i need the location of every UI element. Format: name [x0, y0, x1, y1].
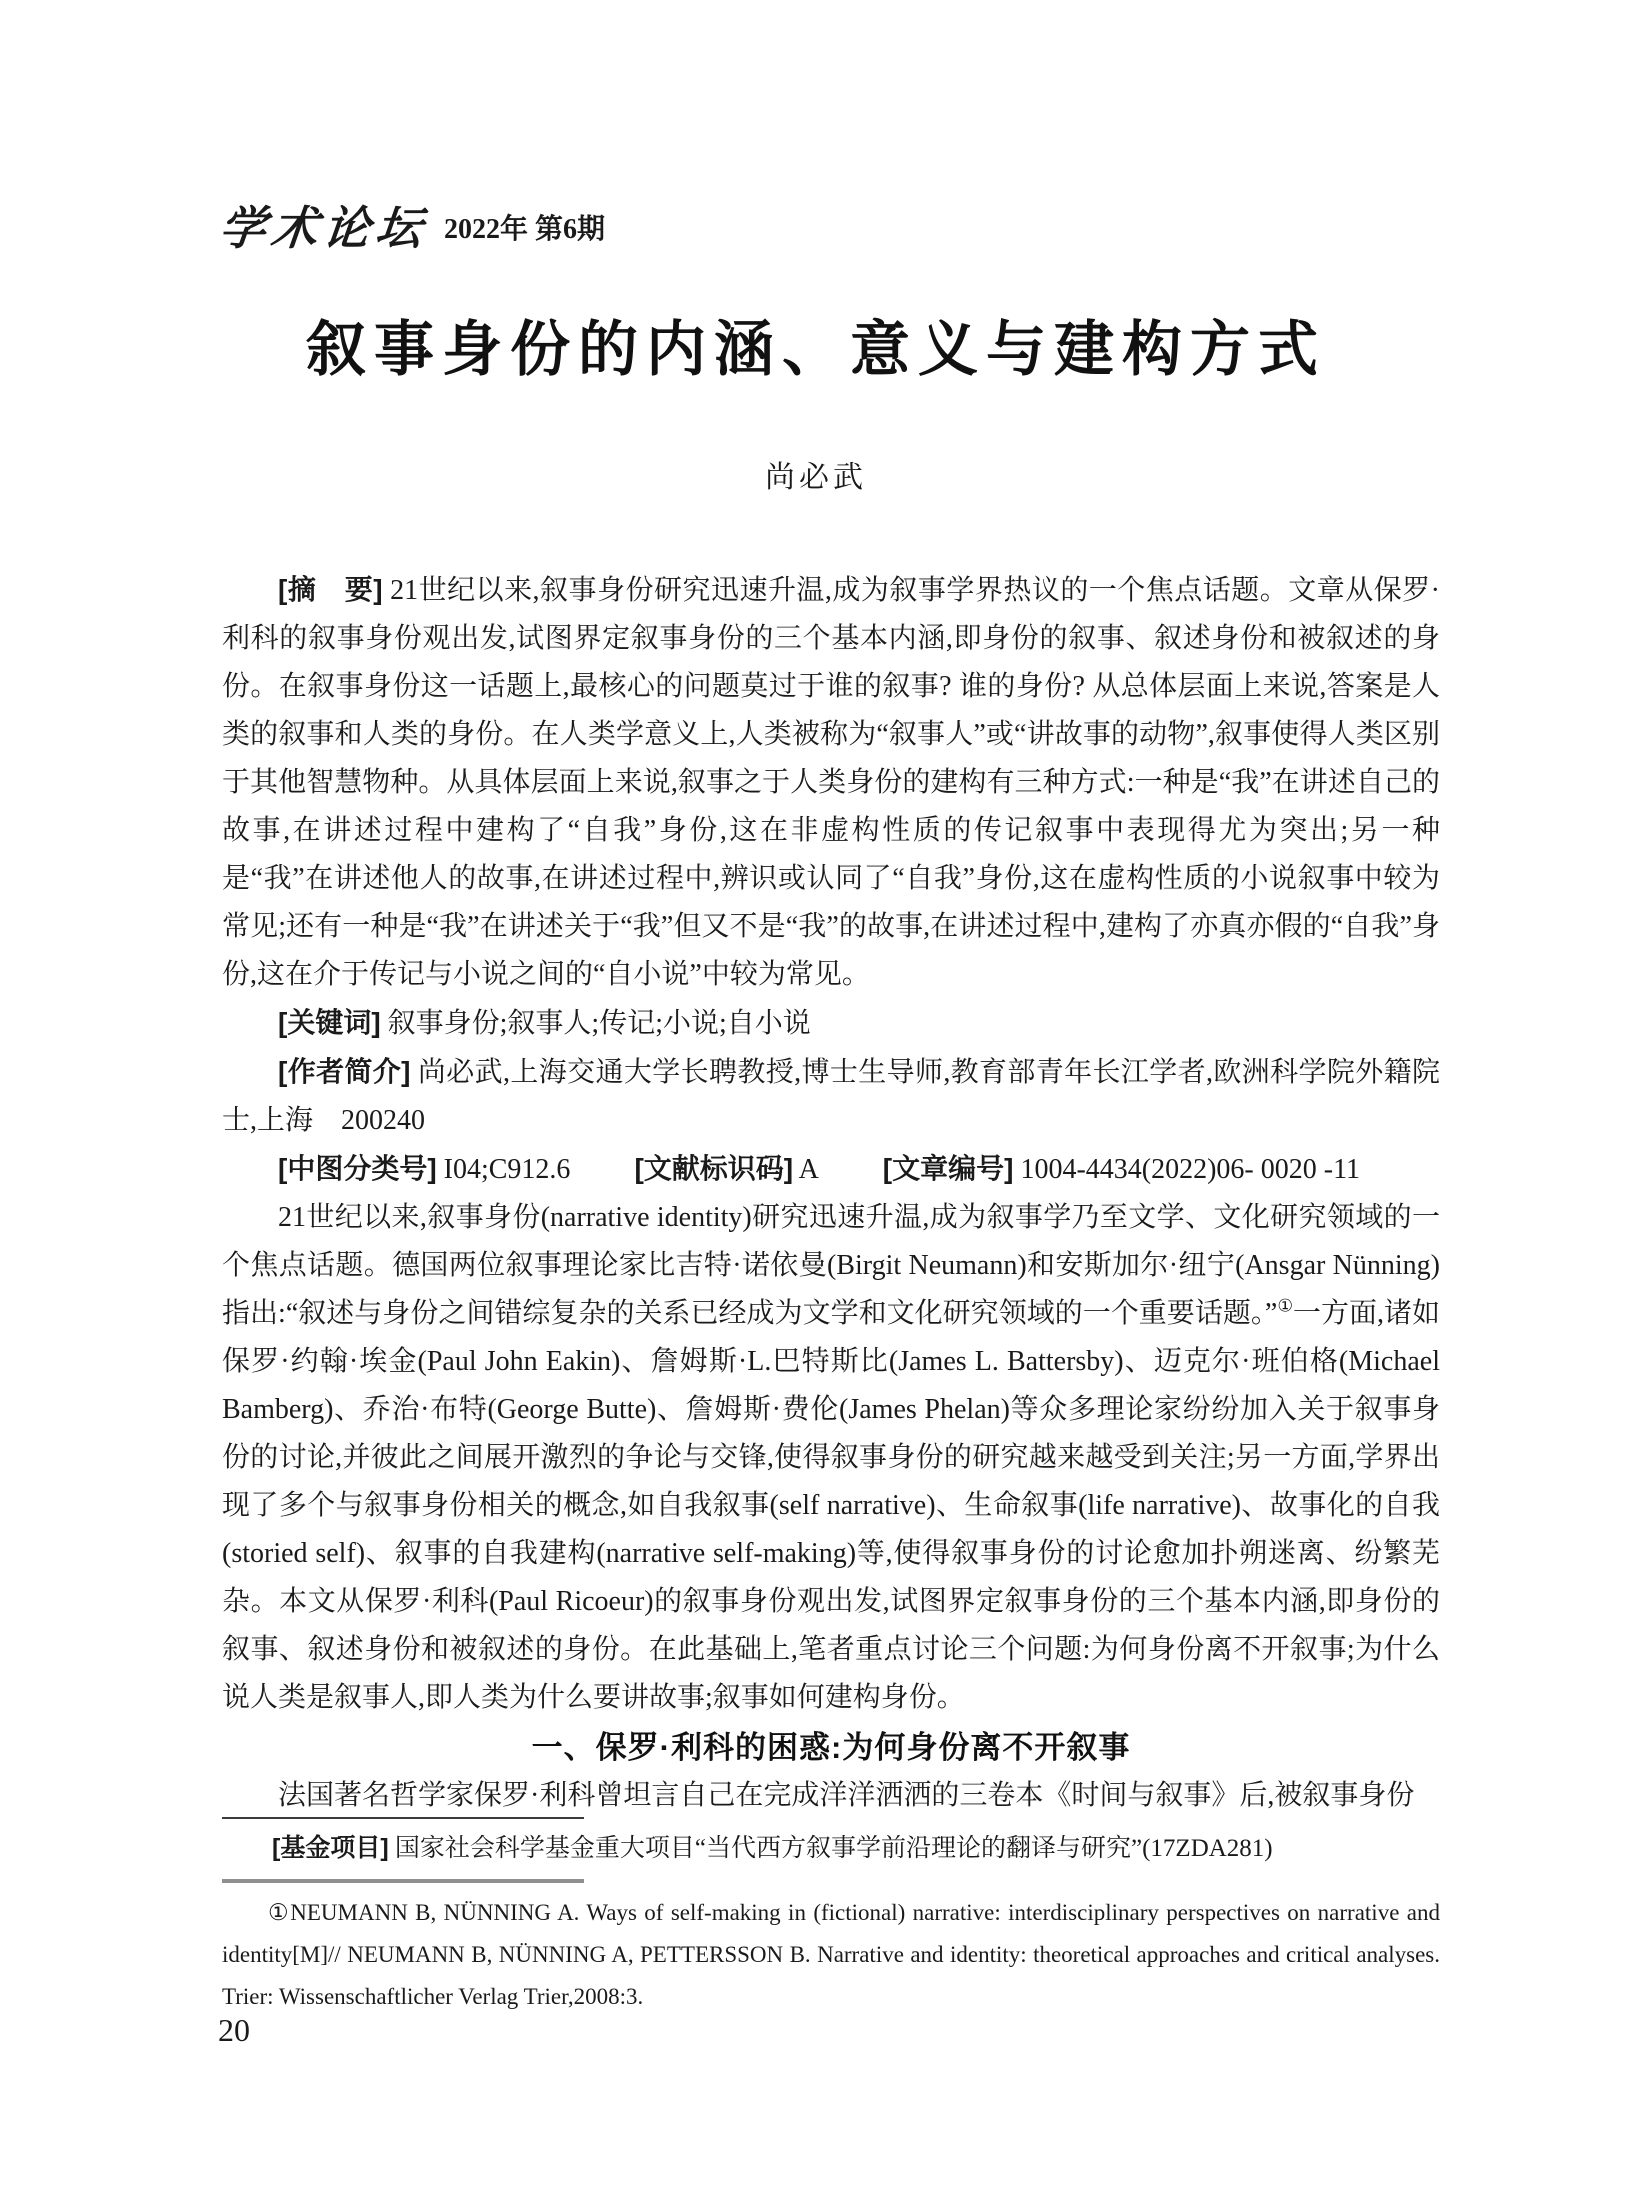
article-id-value: 1004-4434(2022)06- 0020 -11 — [1020, 1154, 1361, 1185]
fund-text: 国家社会科学基金重大项目“当代西方叙事学前沿理论的翻译与研究”(17ZDA281) — [394, 1835, 1273, 1862]
fund-note-divider — [222, 1817, 584, 1819]
article-front-matter — [222, 566, 1440, 1722]
footnotes-block — [222, 1892, 1440, 2018]
page-number: 20 — [218, 2012, 250, 2048]
keywords-line — [222, 999, 1440, 1048]
author-bio-text: 尚必武,上海交通大学长聘教授,博士生导师,教育部青年长江学者,欧洲科学院外籍院士,上海 200240 — [222, 1057, 1440, 1136]
article-title: 叙事身份的内涵、意义与建构方式 — [306, 316, 1326, 383]
keywords-text: 叙事身份;叙事人;传记;小说;自小说 — [387, 1008, 811, 1039]
author-bio-line — [222, 1048, 1440, 1145]
body-paragraph-1-text-a: 21世纪以来,叙事身份(narrative identity)研究迅速升温,成为叙事学乃至文学、文化研究领域的一个焦点话题。德国两位叙事理论家比吉特·诺依曼(Birgit Neumann)和安斯加尔·纽宁(Ansgar Nünning)指出:“叙述与身份之间错综复杂的关系已经成为文学和文化研究领域的一个重要话题。” — [222, 1202, 1440, 1329]
body-paragraph-1-text-b: 一方面,诸如保罗·约翰·埃金(Paul John Eakin)、詹姆斯·L.巴特斯比(James L. Battersby)、迈克尔·班伯格(Michael Bamberg)、乔治·布特(George Butte)、詹姆斯·费伦(James Phelan)等众多理论家纷纷加入关于叙事身份的讨论,并彼此之间展开激烈的争论与交锋,使得叙事身份的研究越来越受到关注;另一方面,学界出现了多个与叙事身份相关的概念,如自我叙事(self narrative)、生命叙事(life narrative)、故事化的自我(storied self)、叙事的自我建构(narrative self-making)等,使得叙事身份的讨论愈加扑朔迷离、纷繁芜杂。本文从保罗·利科(Paul Ricoeur)的叙事身份观出发,试图界定叙事身份的三个基本内涵,即身份的叙事、叙述身份和被叙述的身份。在此基础上,笔者重点讨论三个问题:为何身份离不开叙事;为什么说人类是叙事人,即人类为什么要讲故事;叙事如何建构身份。 — [222, 1298, 1441, 1713]
clc-value: I04;C912.6 — [443, 1154, 571, 1185]
abstract-paragraph — [222, 566, 1440, 999]
abstract-text: 21世纪以来,叙事身份研究迅速升温,成为叙事学界热议的一个焦点话题。文章从保罗·利科的叙事身份观出发,试图界定叙事身份的三个基本内涵,即身份的叙事、叙述身份和被叙述的身份。在叙事身份这一话题上,最核心的问题莫过于谁的叙事? 谁的身份? 从总体层面上来说,答案是人类的叙事和人类的身份。在人类学意义上,人类被称为“叙事人”或“讲故事的动物”,叙事使得人类区别于其他智慧物种。从具体层面上来说,叙事之于人类身份的建构有三种方式:一种是“我”在讲述自己的故事,在讲述过程中建构了“自我”身份,这在非虚构性质的传记叙事中表现得尤为突出;另一种是“我”在讲述他人的故事,在讲述过程中,辨识或认同了“自我”身份,这在虚构性质的小说叙事中较为常见;还有一种是“我”在讲述关于“我”但又不是“我”的故事,在讲述过程中,建构了亦真亦假的“自我”身份,这在介于传记与小说之间的“自小说”中较为常见。 — [222, 575, 1440, 990]
fund-note — [222, 1828, 1440, 1869]
journal-header — [216, 192, 606, 258]
footnote-1-marker: ① — [268, 1900, 291, 1925]
journal-issue: 2022年 第6期 — [444, 214, 606, 245]
footnote-marker-1: ① — [1277, 1296, 1293, 1316]
article-id-label: [文章编号] — [882, 1153, 1014, 1184]
body-paragraph-1 — [222, 1194, 1440, 1722]
abstract-label: [摘 要] — [278, 574, 383, 605]
article-author: 尚必武 — [765, 461, 867, 494]
footnote-1-text: NEUMANN B, NÜNNING A. Ways of self-making in (fictional) narrative: interdisciplinary perspectives on narrative and identity[M]// NEUMANN B, NÜNNING A, PETTERSSON B. Narrative and identity: theoretical approaches and critical analyses. Trier: Wissenschaftlicher Verlag Trier,2008:3. — [222, 1900, 1440, 2009]
journal-logo: 学术论坛 — [216, 201, 431, 255]
fund-label: [基金项目] — [272, 1834, 389, 1862]
footnote-1 — [222, 1892, 1440, 2018]
clc-label: [中图分类号] — [278, 1153, 437, 1184]
author-bio-label: [作者简介] — [278, 1056, 411, 1087]
classification-line — [222, 1145, 1440, 1194]
doc-code-value: A — [798, 1154, 819, 1185]
footnote-divider — [222, 1879, 584, 1883]
doc-code-label: [文献标识码] — [634, 1153, 794, 1184]
keywords-label: [关键词] — [278, 1007, 381, 1038]
section-1-heading: 一、保罗·利科的困惑:为何身份离不开叙事 — [531, 1730, 1131, 1765]
body-paragraph-2: 法国著名哲学家保罗·利科曾坦言自己在完成洋洋洒洒的三卷本《时间与叙事》后,被叙事身份 — [278, 1780, 1415, 1811]
